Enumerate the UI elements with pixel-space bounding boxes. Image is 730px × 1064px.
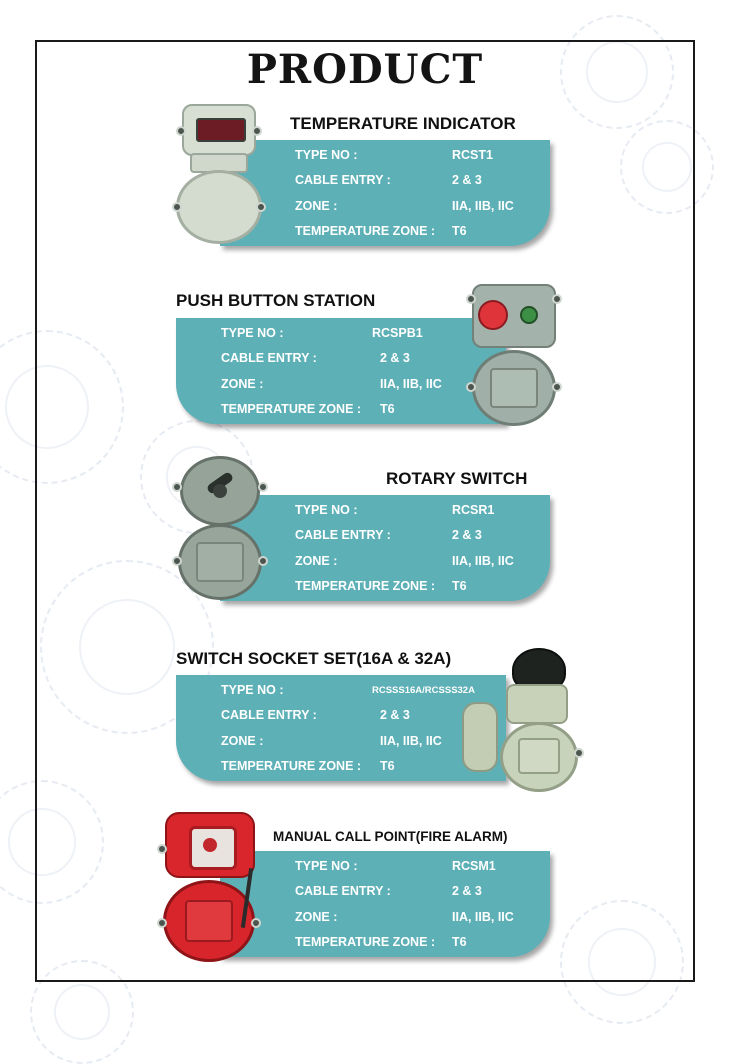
temperature-zone-value: T6 (452, 935, 467, 949)
zone-label: ZONE : (221, 377, 264, 391)
cable-entry-value: 2 & 3 (380, 708, 410, 722)
cable-entry-label: CABLE ENTRY : (295, 173, 391, 187)
type-no-value: RCSM1 (452, 859, 496, 873)
zone-value: IIA, IIB, IIC (452, 199, 514, 213)
temperature-indicator-image (170, 98, 270, 248)
zone-value: IIA, IIB, IIC (452, 554, 514, 568)
cable-entry-label: CABLE ENTRY : (295, 884, 391, 898)
manual-call-point-image (155, 808, 270, 968)
page-title: PRODUCT (246, 46, 484, 93)
cable-entry-value: 2 & 3 (380, 351, 410, 365)
product-title-switch-socket-set: SWITCH SOCKET SET(16A & 32A) (176, 649, 452, 668)
zone-label: ZONE : (295, 910, 338, 924)
temperature-zone-label: TEMPERATURE ZONE : (221, 402, 362, 416)
temperature-zone-value: T6 (380, 402, 395, 416)
zone-value: IIA, IIB, IIC (380, 734, 442, 748)
zone-value: IIA, IIB, IIC (452, 910, 514, 924)
type-no-value: RCSPB1 (372, 326, 423, 340)
spec-panel-push-button-station (176, 318, 506, 424)
temperature-zone-value: T6 (452, 224, 467, 238)
rotary-switch-image (170, 452, 270, 602)
zone-label: ZONE : (295, 199, 338, 213)
type-no-label: TYPE NO : (295, 859, 358, 873)
cable-entry-value: 2 & 3 (452, 173, 482, 187)
type-no-label: TYPE NO : (295, 148, 358, 162)
temperature-zone-label: TEMPERATURE ZONE : (221, 759, 362, 773)
temperature-zone-value: T6 (380, 759, 395, 773)
product-title-rotary-switch: ROTARY SWITCH (386, 469, 528, 488)
type-no-value: RCST1 (452, 148, 493, 162)
zone-value: IIA, IIB, IIC (380, 377, 442, 391)
temperature-zone-value: T6 (452, 579, 467, 593)
switch-socket-set-image (456, 644, 586, 799)
type-no-label: TYPE NO : (295, 503, 358, 517)
cable-entry-label: CABLE ENTRY : (221, 351, 317, 365)
temperature-zone-label: TEMPERATURE ZONE : (295, 224, 436, 238)
cable-entry-label: CABLE ENTRY : (221, 708, 317, 722)
zone-label: ZONE : (221, 734, 264, 748)
cable-entry-label: CABLE ENTRY : (295, 528, 391, 542)
zone-label: ZONE : (295, 554, 338, 568)
type-no-value: RCSSS16A/RCSSS32A (372, 685, 475, 696)
temperature-zone-label: TEMPERATURE ZONE : (295, 935, 436, 949)
push-button-station-image (462, 280, 567, 430)
temperature-zone-label: TEMPERATURE ZONE : (295, 579, 436, 593)
cable-entry-value: 2 & 3 (452, 884, 482, 898)
type-no-value: RCSR1 (452, 503, 495, 517)
product-title-manual-call-point: MANUAL CALL POINT(FIRE ALARM) (273, 829, 508, 844)
type-no-label: TYPE NO : (221, 683, 284, 697)
product-title-push-button-station: PUSH BUTTON STATION (176, 291, 376, 310)
cable-entry-value: 2 & 3 (452, 528, 482, 542)
type-no-label: TYPE NO : (221, 326, 284, 340)
product-title-temperature-indicator: TEMPERATURE INDICATOR (290, 114, 516, 133)
